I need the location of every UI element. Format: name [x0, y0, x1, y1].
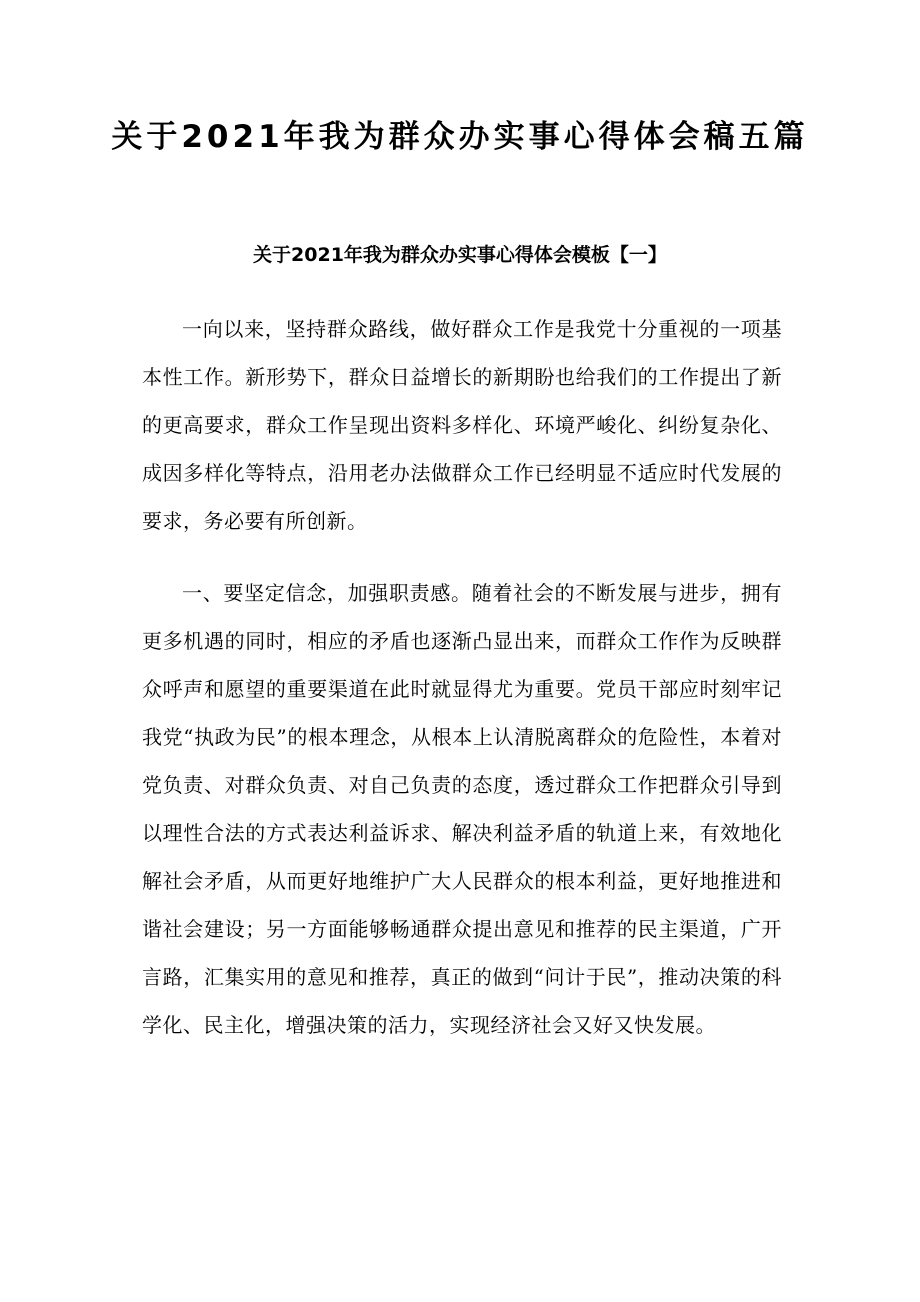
document-title: 关于2021年我为群众办实事心得体会稿五篇	[111, 119, 809, 155]
section-subtitle: 关于2021年我为群众办实事心得体会模板【一】	[253, 244, 667, 266]
paragraph-point-one: 一、要坚定信念，加强职责感。随着社会的不断发展与进步，拥有更多机遇的同时，相应的矛盾也逐渐凸显出来，而群众工作作为反映群众呼声和愿望的重要渠道在此时就显得尤为重要。党员干部应时刻牢记我党“执政为民”的根本理念，从根本上认清脱离群众的危险性，本着对党负责、对群众负责、对自己负责的态度，透过群众工作把群众引导到以理性合法的方式表达利益诉求、解决利益矛盾的轨道上来，有效地化解社会矛盾，从而更好地维护广大人民群众的根本利益，更好地推进和谐社会建设；另一方面能够畅通群众提出意见和推荐的民主渠道，广开言路，汇集实用的意见和推荐，真正的做到“问计于民”，推动决策的科学化、民主化，增强决策的活力，实现经济社会又好又快发展。	[142, 581, 782, 1037]
paragraph-intro: 一向以来，坚持群众路线，做好群众工作是我党十分重视的一项基本性工作。新形势下，群众日益增长的新期盼也给我们的工作提出了新的更高要求，群众工作呈现出资料多样化、环境严峻化、纠纷复杂化、成因多样化等特点，沿用老办法做群众工作已经明显不适应时代发展的要求，务必要有所创新。	[142, 317, 782, 533]
